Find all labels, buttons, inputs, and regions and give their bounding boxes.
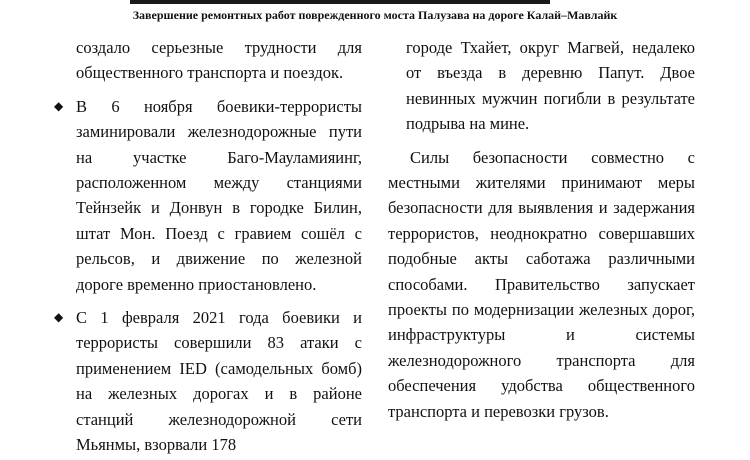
right-column — [388, 35, 695, 424]
photo-caption: Завершение ремонтных работ поврежденного моста Палузава на дороге Калай–Мавлайк — [132, 8, 618, 22]
diamond-bullet-icon: ◆ — [54, 98, 64, 113]
bullet-text: С 1 февраля 2021 года боевики и террористы совершили 83 атаки с применением IED (самодельных бомб) на железных дорогах и в районе станций железнодорожной сети Мьянмы, взорвали 178 — [76, 308, 362, 455]
photo-bottom-edge — [130, 0, 550, 4]
body-paragraph: Силы безопасности совместно с местными жителями принимают меры безопасности для выявления и задержания террористов, неоднократно совершавших подобные акты саботажа различными способами. Правительство запускает проекты по модернизации железных дорог, инфраструктуры и системы железнодорожного транспорта для обеспечения удобства общественного транспорта и перевозки грузов. — [388, 147, 695, 421]
bullet-item — [54, 94, 362, 297]
diamond-bullet-icon: ◆ — [54, 310, 64, 325]
left-column — [54, 35, 362, 458]
continuation-text: городе Тхайет, округ Магвей, недалеко от въезда в деревню Папут. Двое невинных мужчин погибли в результате подрыва на мине. — [406, 38, 695, 134]
bullet-text: В 6 ноября боевики-террористы заминировали железнодорожные пути на участке Баго-Мауламияинг, расположенном между станциями Тейнзейк и Донвун в городке Билин, штат Мон. Поезд с гравием сошёл с рельсов, и движение по железной дороге временно приостановлено. — [76, 96, 362, 294]
continuation-text: создало серьезные трудности для общественного транспорта и поездок. — [76, 38, 362, 83]
bullet-item — [54, 305, 362, 457]
